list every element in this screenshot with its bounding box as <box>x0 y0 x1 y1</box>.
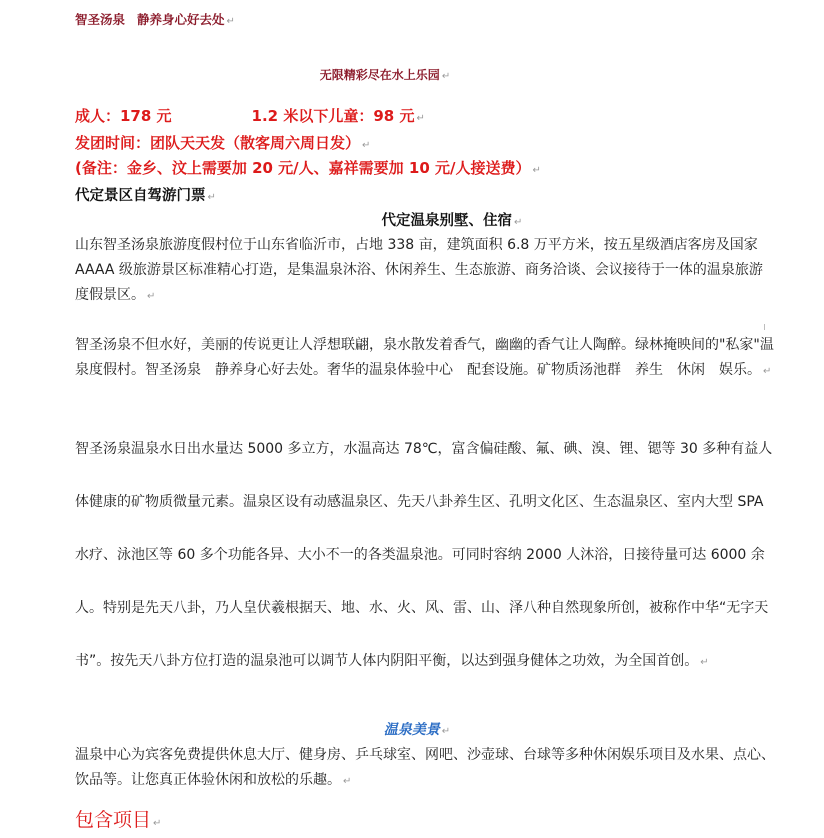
adult-price: 成人：178 元 <box>75 107 172 125</box>
departure-line <box>75 132 370 153</box>
departure-text: 发团时间：团队天天发（散客周六周日发） <box>75 134 361 152</box>
facilities-paragraph <box>75 743 775 794</box>
subtitle <box>0 66 770 83</box>
tickets-line <box>75 184 216 205</box>
header-line <box>75 10 235 28</box>
header-slogan: 静养身心好去处 <box>137 12 225 27</box>
water-paragraph <box>75 423 775 689</box>
paragraph-mark-icon: ↵ <box>147 291 156 302</box>
villa-line <box>0 209 824 230</box>
header-brand: 智圣汤泉 <box>75 12 126 27</box>
child-price: 1.2 米以下儿童：98 元 <box>251 107 415 125</box>
intro-text: 山东智圣汤泉旅游度假村位于山东省临沂市，占地 338 亩，建筑面积 6.8 万平方米，按五星级酒店客房及国家 AAAA 级旅游景区标准精心打造，是集温泉沐浴、休闲养生、生态旅游、商务洽谈、会议接待于一体的温泉旅游度假景区。 <box>75 237 763 303</box>
subtitle-text: 无限精彩尽在水上乐园 <box>319 68 440 82</box>
intro-paragraph <box>75 233 775 309</box>
water-text: 智圣汤泉温泉水日出水量达 5000 多立方，水温高达 78℃，富含偏硅酸、氟、碘、溴、锂、锶等 30 多种有益人体健康的矿物质微量元素。温泉区设有动感温泉区、先天八卦养生区、孔明文化区、生态温泉区、室内大型 SPA 水疗、泳池区等 60 多个功能各异、大小不一的各类温泉池。可同时容纳 2000 人沐浴，日接待量可达 6000 余人。特别是先天八卦，乃人皇伏羲根据天、地、水、火、风、雷、山、泽八种自然现象所创，被称作中华“无字天书”。按先天八卦方位打造的温泉池可以调节人体内阴阳平衡，以达到强身健体之功效，为全国首创。 <box>75 441 773 669</box>
paragraph-mark-icon: ↵ <box>441 71 451 82</box>
paragraph-mark-icon: ↵ <box>207 192 216 203</box>
paragraph-mark-icon: ↵ <box>763 366 772 377</box>
paragraph-mark-icon: ↵ <box>362 140 371 151</box>
paragraph-mark-icon: ↵ <box>532 165 541 176</box>
margin-tick <box>764 324 765 330</box>
note-text: (备注：金乡、汶上需要加 20 元/人、嘉祥需要加 10 元/人接送费） <box>75 159 531 177</box>
tickets-text: 代定景区自驾游门票 <box>75 188 206 204</box>
paragraph-mark-icon: ↵ <box>416 113 425 124</box>
facilities-text: 温泉中心为宾客免费提供休息大厅、健身房、乒乓球室、网吧、沙壶球、台球等多种休闲娱乐项目及水果、点心、饮品等。让您真正体验休闲和放松的乐趣。 <box>75 747 775 788</box>
villa-text: 代定温泉别墅、住宿 <box>381 213 513 229</box>
paragraph-mark-icon: ↵ <box>343 776 352 787</box>
price-line <box>75 105 425 126</box>
includes-text: 包含项目 <box>75 809 152 831</box>
paragraph-mark-icon: ↵ <box>441 726 451 737</box>
legend-text: 智圣汤泉不但水好，美丽的传说更让人浮想联翩，泉水散发着香气，幽幽的香气让人陶醉。绿林掩映间的"私家"温泉度假村。智圣汤泉 静养身心好去处。奢华的温泉体验中心 配套设施。矿物质汤池群 养生 休闲 娱乐。 <box>75 337 774 378</box>
spring-scenery-text: 温泉美景 <box>383 722 440 738</box>
includes-title <box>75 805 161 832</box>
paragraph-mark-icon: ↵ <box>514 217 523 228</box>
spring-scenery-title <box>0 719 824 739</box>
paragraph-mark-icon: ↵ <box>226 16 235 27</box>
paragraph-mark-icon: ↵ <box>700 657 709 668</box>
paragraph-mark-icon: ↵ <box>153 818 162 829</box>
legend-paragraph <box>75 333 775 384</box>
note-line <box>75 157 541 178</box>
